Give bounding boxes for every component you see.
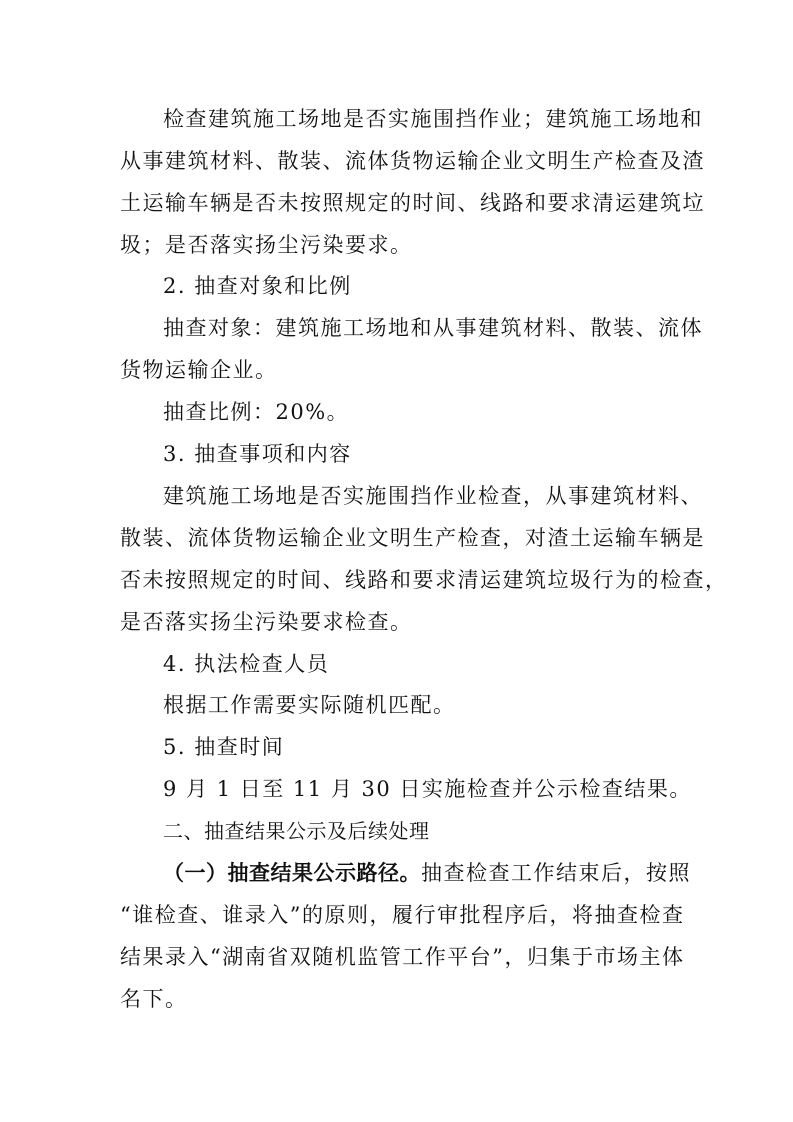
paragraph-line: 9 月 1 日至 11 月 30 日实施检查并公示检查结果。: [163, 777, 692, 801]
paragraph-line: 土运输车辆是否未按照规定的时间、线路和要求清运建筑垃: [120, 191, 705, 215]
paragraph-line: 是否落实扬尘污染要求检查。: [120, 610, 413, 634]
paragraph-line: 从事建筑材料、散装、流体货物运输企业文明生产检查及渣: [120, 149, 705, 173]
paragraph-line: 抽查对象：建筑施工场地和从事建筑材料、散装、流体: [163, 316, 703, 340]
section-heading-4: 4. 执法检查人员: [163, 652, 330, 676]
paragraph-line: 名下。: [120, 987, 188, 1011]
chapter-heading: 二、抽查结果公示及后续处理: [163, 819, 430, 843]
paragraph-line: “谁检查、谁录入”的原则，履行审批程序后，将抽查检查: [120, 903, 685, 927]
paragraph-line-lead: [163, 858, 723, 888]
section-heading-5: 5. 抽查时间: [163, 735, 285, 759]
paragraph-line: 散装、流体货物运输企业文明生产检查，对渣土运输车辆是: [120, 526, 705, 550]
paragraph-text: 抽查检查工作结束后，按照: [421, 861, 691, 885]
paragraph-line: 抽查比例：20%。: [163, 400, 350, 424]
paragraph-line: 货物运输企业。: [120, 358, 278, 382]
section-heading-3: 3. 抽查事项和内容: [163, 442, 352, 466]
paragraph-line: 检查建筑施工场地是否实施围挡作业；建筑施工场地和: [163, 107, 703, 131]
paragraph-line: 建筑施工场地是否实施围挡作业检查，从事建筑材料、: [163, 484, 703, 508]
section-heading-2: 2. 抽查对象和比例: [163, 274, 352, 298]
paragraph-line: 否未按照规定的时间、线路和要求清运建筑垃圾行为的检查，: [120, 568, 728, 592]
paragraph-line: 结果录入“湖南省双随机监管工作平台”，归集于市场主体: [120, 945, 685, 969]
paragraph-line: 圾；是否落实扬尘污染要求。: [120, 233, 413, 257]
bold-lead: （一）抽查结果公示路径。: [163, 861, 421, 885]
paragraph-line: 根据工作需要实际随机匹配。: [163, 693, 456, 717]
